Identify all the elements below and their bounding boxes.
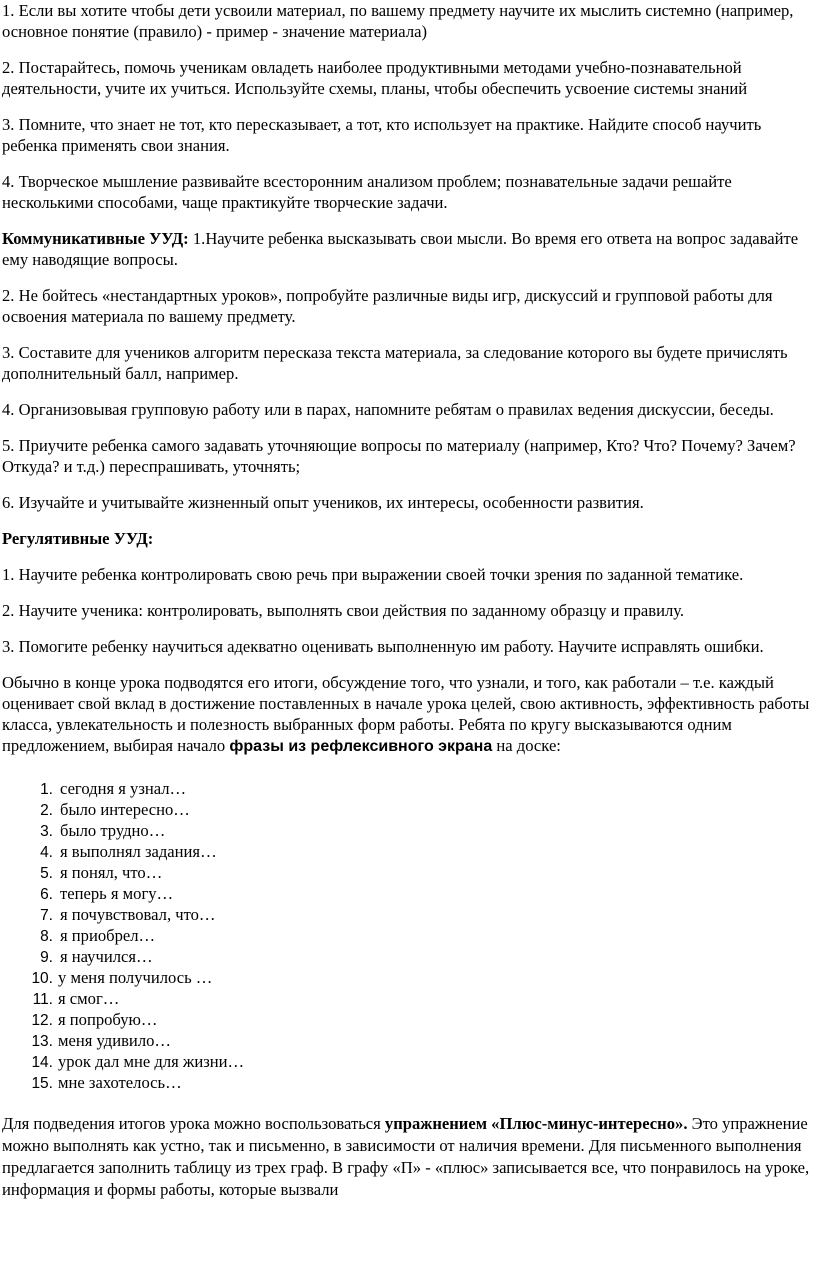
list-item [2, 946, 810, 967]
list-item [2, 925, 810, 946]
list-item-number: 4. [40, 844, 53, 861]
list-item [2, 967, 810, 988]
reflection-paragraph [2, 672, 810, 757]
list-item-number: 14. [31, 1054, 53, 1071]
list-item-number: 15. [31, 1075, 53, 1092]
list-item-number: 2. [40, 802, 53, 819]
list-item [2, 820, 810, 841]
list-item-text: я попробую… [58, 1010, 158, 1029]
list-item [2, 1072, 810, 1093]
list-item [2, 1009, 810, 1030]
list-item-text: у меня получилось … [58, 968, 213, 987]
list-item [2, 862, 810, 883]
list-item [2, 883, 810, 904]
list-item [2, 904, 810, 925]
final-text: Для подведения итогов урока можно воспользоваться [2, 1114, 385, 1133]
reflection-bold-phrase: фразы из рефлексивного экрана [229, 738, 493, 755]
list-item-number: 5. [40, 865, 53, 882]
list-item-text: я выполнял задания… [60, 842, 217, 861]
list-item-text: я смог… [58, 989, 120, 1008]
list-item-text: я научился… [60, 947, 153, 966]
list-item-number: 9. [40, 949, 53, 966]
list-item-number: 6. [40, 886, 53, 903]
list-item [2, 778, 810, 799]
communicative-item-5: 5. Приучите ребенка самого задавать уточняющие вопросы по материалу (например, Кто? Что? Почему? Зачем? Откуда? и т.д.) переспрашивать, уточнять; [2, 436, 796, 476]
reflection-text: Обычно в конце урока подводятся его итоги, обсуждение того, что узнали, и того, как работали – т.е. каждый оценивает свой вклад в достижение поставленных в начале урока целей, свою активность, эффективность работы класса, увлекательность и полезность выбранных форм работы. Ребята по кругу высказываются одним предложением, выбирая начало [2, 673, 810, 755]
list-item-number: 10. [31, 970, 53, 987]
list-item-text: было интересно… [60, 800, 190, 819]
regulative-item-3: 3. Помогите ребенку научиться адекватно оценивать выполненную им работу. Научите исправлять ошибки. [2, 637, 764, 656]
regulative-heading-paragraph [2, 528, 810, 549]
list-item [2, 841, 810, 862]
paragraph-3: 3. Помните, что знает не тот, кто пересказывает, а тот, кто использует на практике. Найдите способ научить ребенка применять свои знания. [2, 115, 762, 155]
list-item-number: 8. [40, 928, 53, 945]
list-item-number: 7. [40, 907, 53, 924]
list-item [2, 988, 810, 1009]
list-item-text: мне захотелось… [58, 1073, 182, 1092]
communicative-item-6: 6. Изучайте и учитывайте жизненный опыт учеников, их интересы, особенности развития. [2, 493, 644, 512]
list-item-text: сегодня я узнал… [60, 779, 187, 798]
paragraph-2: 2. Постарайтесь, помочь ученикам овладеть наиболее продуктивными методами учебно-познавательной деятельности, учите их учиться. Используйте схемы, планы, чтобы обеспечить усвоение системы знаний [2, 58, 748, 98]
communicative-item-4: 4. Организовывая групповую работу или в парах, напомните ребятам о правилах ведения дискуссии, беседы. [2, 400, 774, 419]
list-item-text: теперь я могу… [60, 884, 174, 903]
list-item [2, 1030, 810, 1051]
communicative-item-1: 1.Научите ребенка высказывать свои мысли. Во время его ответа на вопрос задавайте ему наводящие вопросы. [2, 229, 799, 269]
communicative-paragraph [2, 228, 810, 270]
list-item [2, 799, 810, 820]
list-item-text: я почувствовал, что… [60, 905, 216, 924]
phrase-list [2, 778, 810, 1093]
list-item-text: урок дал мне для жизни… [58, 1052, 245, 1071]
list-item-number: 11. [32, 991, 53, 1008]
list-item-text: я приобрел… [60, 926, 156, 945]
communicative-item-2: 2. Не бойтесь «нестандартных уроков», попробуйте различные виды игр, дискуссий и групповой работы для освоения материала по вашему предмету. [2, 286, 773, 326]
list-item-text: меня удивило… [58, 1031, 171, 1050]
list-item [2, 1051, 810, 1072]
final-paragraph [2, 1113, 810, 1201]
list-item-number: 3. [40, 823, 53, 840]
regulative-heading: Регулятивные УУД: [2, 529, 154, 548]
paragraph-1: 1. Если вы хотите чтобы дети усвоили материал, по вашему предмету научите их мыслить системно (например, основное понятие (правило) - пример - значение материала) [2, 1, 794, 41]
list-item-number: 13. [31, 1033, 53, 1050]
final-text-end: Это упражнение можно выполнять как устно, так и письменно, в зависимости от наличия времени. Для письменного выполнения предлагается заполнить таблицу из трех граф. В графу «П» - «плюс» записывается все, что понравилось на уроке, информация и формы работы, которые вызвали [2, 1114, 810, 1199]
communicative-heading: Коммуникативные УУД: [2, 229, 189, 248]
list-item-text: я понял, что… [60, 863, 163, 882]
final-bold-exercise: упражнением «Плюс-минус-интересно». [384, 1114, 688, 1133]
reflection-text-end: на доске: [492, 736, 561, 755]
regulative-item-2: 2. Научите ученика: контролировать, выполнять свои действия по заданному образцу и правилу. [2, 601, 685, 620]
regulative-item-1: 1. Научите ребенка контролировать свою речь при выражении своей точки зрения по заданной тематике. [2, 565, 744, 584]
paragraph-4: 4. Творческое мышление развивайте всесторонним анализом проблем; познавательные задачи решайте несколькими способами, чаще практикуйте творческие задачи. [2, 172, 732, 212]
list-item-text: было трудно… [60, 821, 166, 840]
communicative-item-3: 3. Составите для учеников алгоритм пересказа текста материала, за следование которого вы будете причислять дополнительный балл, например. [2, 343, 788, 383]
list-item-number: 1. [40, 781, 53, 798]
list-item-number: 12. [31, 1012, 53, 1029]
